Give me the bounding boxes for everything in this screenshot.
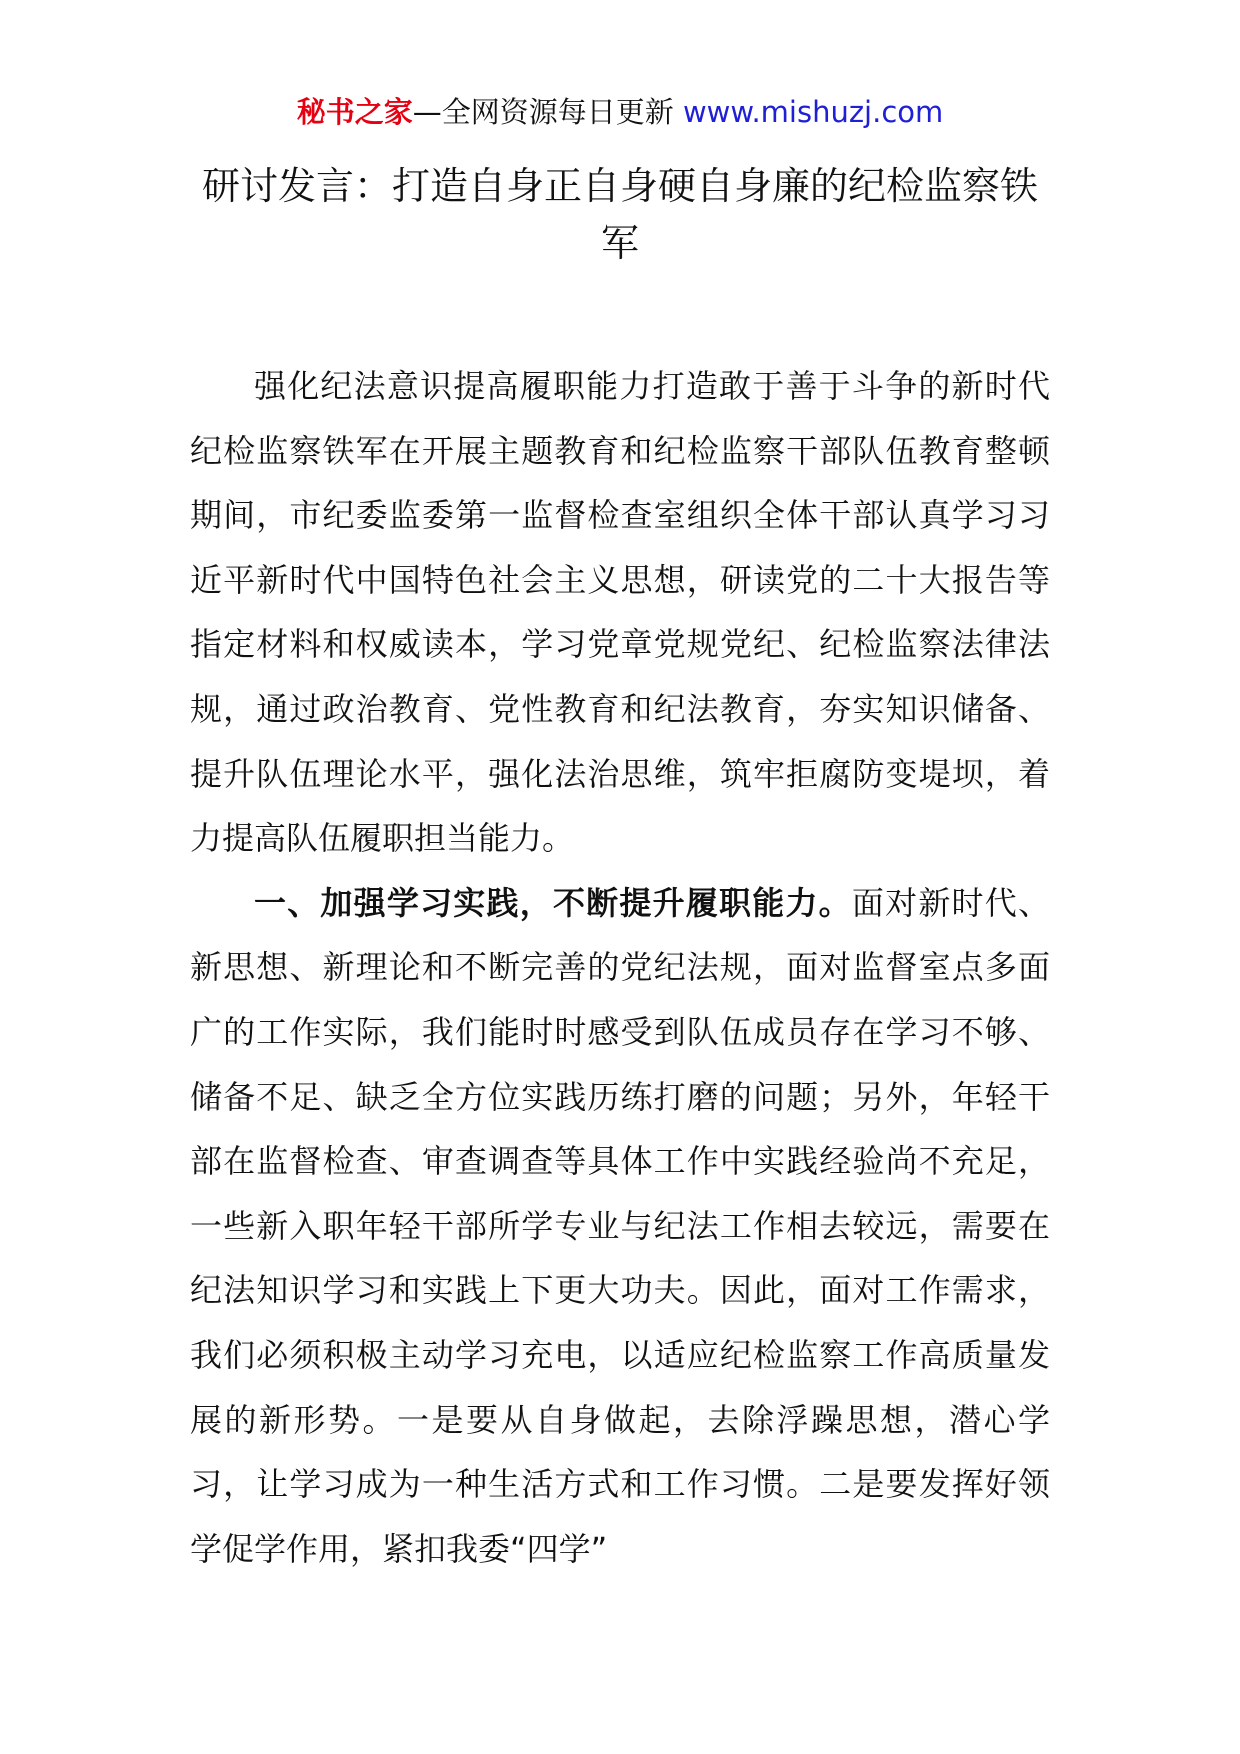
paragraph-text: 强化纪法意识提高履职能力打造敢于善于斗争的新时代纪检监察铁军在开展主题教育和纪检监察干部队伍教育整顿期间，市纪委监委第一监督检查室组织全体干部认真学习习近平新时代中国特色社会主义思想，研读党的二十大报告等指定材料和权威读本，学习党章党规党纪、纪检监察法律法规，通过政治教育、党性教育和纪法教育，夯实知识储备、提升队伍理论水平，强化法治思维，筑牢拒腐防变堤坝，着力提高队伍履职担当能力。 xyxy=(190,367,1050,858)
paragraph-lead: 一、加强学习实践，不断提升履职能力。 xyxy=(254,883,852,922)
site-brand: 秘书之家 xyxy=(296,95,413,129)
site-url-link[interactable]: www.mishuzj.com xyxy=(682,95,944,129)
paragraph-text: 面对新时代、新思想、新理论和不断完善的党纪法规，面对监督室点多面广的工作实际，我们能时时感受到队伍成员存在学习不够、储备不足、缺乏全方位实践历练打磨的问题；另外，年轻干部在监督检查、审查调查等具体工作中实践经验尚不充足，一些新入职年轻干部所学专业与纪法工作相去较远，需要在纪法知识学习和实践上下更大功夫。因此，面对工作需求，我们必须积极主动学习充电，以适应纪检监察工作高质量发展的新形势。一是要从自身做起，去除浮躁思想，潜心学习，让学习成为一种生活方式和工作习惯。二是要发挥好领学促学作用，紧扣我委“四学” xyxy=(190,883,1050,1568)
paragraph xyxy=(190,354,1050,871)
site-header xyxy=(0,92,1240,132)
site-tagline: —全网资源每日更新 xyxy=(412,95,683,129)
document-title: 研讨发言：打造自身正自身硬自身廉的纪检监察铁军 xyxy=(201,164,1038,265)
document-body xyxy=(190,354,1050,1581)
paragraph xyxy=(190,871,1050,1582)
